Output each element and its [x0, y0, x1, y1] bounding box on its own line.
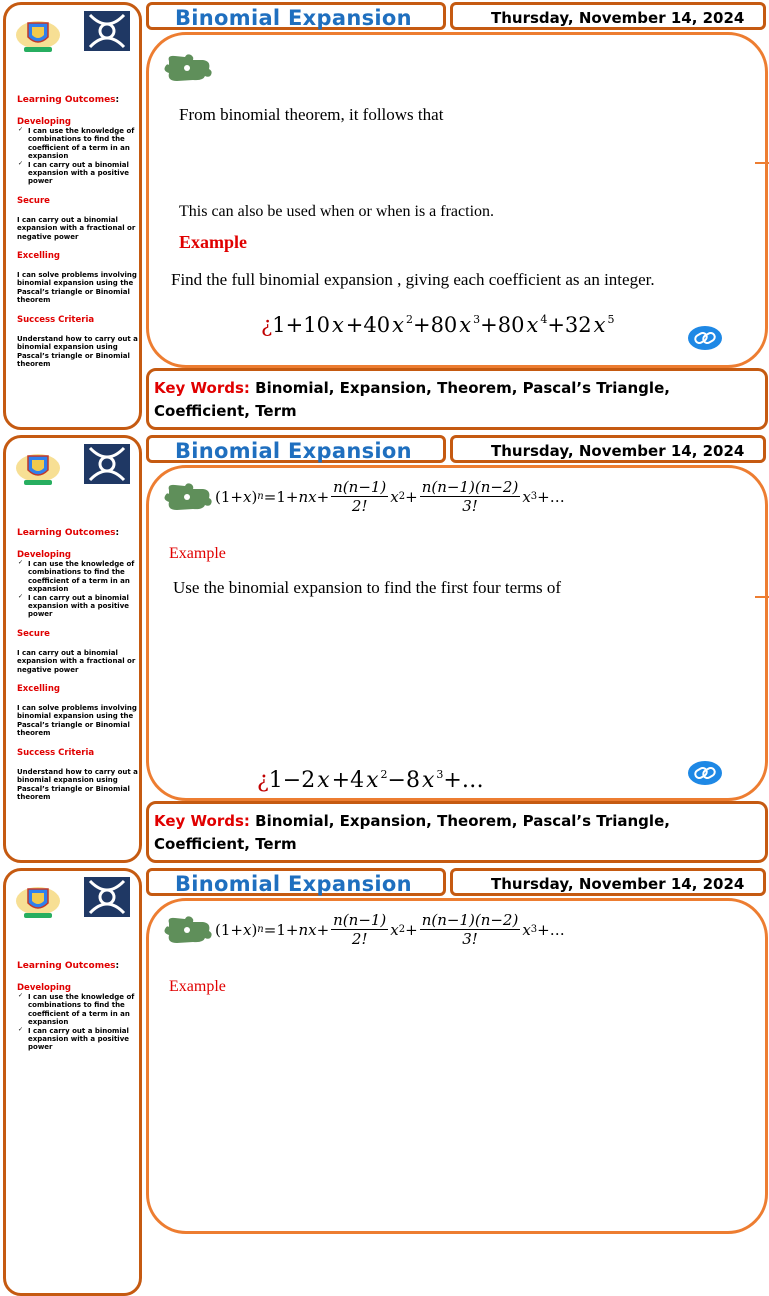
math-variable: x	[317, 768, 330, 793]
developing-item: ✓ I can use the knowledge of combinations to find the coefficient of a term in an expansion	[17, 560, 141, 594]
binomial-formula: (1+ x ) n =1+ nx + $\frac{n(n-1)}{2!}$ x 2 + $\frac{n(n-1)(n-2)}{3!}$ x 3 +…	[215, 478, 565, 515]
learning-sidebar	[3, 868, 142, 1296]
secure-heading: Secure	[17, 195, 50, 206]
page-title: Binomial Expansion	[175, 6, 412, 30]
fraction	[331, 911, 388, 948]
math-variable: x	[366, 768, 379, 793]
math-term: +4	[331, 768, 365, 793]
math-exponent: 4	[540, 313, 548, 326]
math-term: +…	[443, 768, 484, 793]
learning-sidebar	[3, 2, 142, 430]
slide-2	[0, 433, 768, 866]
puzzle-piece-icon	[163, 482, 215, 512]
formula-var: x	[242, 920, 252, 939]
learning-sidebar	[3, 435, 142, 863]
math-variable: x	[421, 768, 435, 793]
school-crest-logo	[14, 13, 62, 57]
inverted-question-mark: ¿	[261, 313, 273, 337]
content-panel	[146, 465, 768, 801]
math-variable: x	[331, 313, 344, 337]
math-exponent: 2	[405, 313, 413, 326]
formula-part: +…	[537, 920, 565, 939]
success-criteria-text: Understand how to carry out a binomial expansion using Pascal’s triangle or Binomial theorem	[17, 767, 138, 801]
math-exponent: 5	[607, 313, 615, 326]
knot-logo	[84, 877, 130, 917]
fraction	[420, 478, 521, 515]
school-crest-logo	[14, 879, 62, 923]
math-variable: x	[526, 313, 539, 337]
learning-outcomes-heading: Learning Outcomes	[17, 528, 116, 538]
formula-part: =1+	[263, 920, 299, 939]
school-crest-logo	[14, 446, 62, 490]
fraction-numerator: n(n−1)(n−2)	[421, 911, 519, 929]
key-words-box	[146, 368, 768, 430]
date-box	[450, 2, 766, 30]
formula-part: +	[316, 487, 330, 506]
learning-outcomes	[17, 528, 141, 801]
formula-exponent: n	[257, 490, 264, 502]
key-words-label: Key Words:	[154, 812, 250, 830]
answer-expansion	[261, 313, 614, 337]
formula-exponent: n	[257, 923, 264, 935]
colon: :	[115, 528, 120, 538]
binomial-formula: (1+ x ) n =1+ nx + $\frac{n(n-1)}{2!}$ x 2 + $\frac{n(n-1)(n-2)}{3!}$ x 3 +…	[215, 911, 565, 948]
answer-terms	[269, 768, 484, 793]
formula-part: +	[316, 920, 330, 939]
intro-text: From binomial theorem, it follows that	[179, 105, 444, 124]
excelling-text: I can solve problems involving binomial expansion using the Pascal’s triangle or Binomial theorem	[17, 271, 137, 305]
slide-1	[0, 0, 768, 433]
math-exponent: 3	[473, 313, 481, 326]
learning-outcomes	[17, 961, 141, 1052]
learning-outcomes-heading: Learning Outcomes	[17, 961, 116, 971]
formula-var: x	[522, 487, 531, 506]
fraction-numerator: n(n−1)	[333, 911, 387, 929]
formula-var: nx	[298, 487, 317, 506]
excelling-text: I can solve problems involving binomial expansion using the Pascal’s triangle or Binomial theorem	[17, 704, 137, 738]
formula-var: x	[242, 487, 252, 506]
fraction-denominator: 3!	[462, 930, 478, 948]
math-term: +80	[412, 313, 458, 337]
secure-text: I can carry out a binomial expansion with a fractional or negative power	[17, 648, 136, 674]
developing-list	[17, 560, 141, 619]
math-term: −8	[387, 768, 420, 793]
page-title: Binomial Expansion	[175, 439, 412, 463]
math-variable: x	[593, 313, 606, 337]
key-words-text: Binomial, Expansion, Theorem, Pascal’s Triangle, Coefficient, Term	[154, 379, 670, 420]
key-words-text: Binomial, Expansion, Theorem, Pascal’s Triangle, Coefficient, Term	[154, 812, 670, 853]
key-words-label: Key Words:	[154, 379, 250, 397]
answer-expansion	[257, 768, 484, 793]
fraction-denominator: 2!	[351, 497, 368, 515]
key-words-box	[146, 801, 768, 863]
formula-var: x	[522, 920, 531, 939]
excelling-heading: Excelling	[17, 684, 60, 695]
secure-text: I can carry out a binomial expansion with a fractional or negative power	[17, 215, 136, 241]
success-criteria-heading: Success Criteria	[17, 314, 95, 325]
formula-part: =1+	[263, 487, 299, 506]
page-title: Binomial Expansion	[175, 872, 412, 896]
link-icon[interactable]	[687, 325, 723, 351]
developing-heading: Developing	[17, 983, 72, 993]
math-term: 1+10	[272, 313, 330, 337]
formula-part: +	[405, 920, 418, 939]
fraction-numerator: n(n−1)(n−2)	[421, 478, 519, 496]
title-box	[146, 2, 446, 30]
lesson-date: Thursday, November 14, 2024	[491, 875, 745, 893]
content-panel	[146, 898, 768, 1234]
title-box	[146, 435, 446, 463]
fraction-note: This can also be used when or when is a fraction.	[179, 203, 495, 220]
developing-item: ✓ I can use the knowledge of combinations to find the coefficient of a term in an expansion	[17, 127, 141, 161]
formula-part: (1+	[215, 487, 243, 506]
success-criteria-heading: Success Criteria	[17, 747, 95, 758]
example-label: Example	[179, 232, 248, 252]
fraction-numerator: n(n−1)	[333, 478, 387, 496]
excelling-heading: Excelling	[17, 251, 60, 262]
example-label: Example	[169, 545, 226, 562]
puzzle-piece-icon	[163, 53, 215, 83]
developing-list	[17, 127, 141, 186]
formula-var: nx	[298, 920, 317, 939]
math-exponent: 3	[436, 768, 444, 781]
colon: :	[115, 961, 120, 971]
formula-part: +	[405, 487, 418, 506]
colon: :	[115, 95, 120, 105]
answer-terms	[272, 313, 614, 337]
fraction	[420, 911, 521, 948]
title-box	[146, 868, 446, 896]
slide-3	[0, 866, 768, 1052]
date-box	[450, 868, 766, 896]
task-text: Use the binomial expansion to find the first four terms of	[173, 578, 562, 597]
content-panel	[146, 32, 768, 368]
example-label: Example	[169, 978, 226, 995]
puzzle-piece-icon	[163, 915, 215, 945]
developing-heading: Developing	[17, 550, 72, 560]
learning-outcomes	[17, 95, 141, 368]
math-exponent: 2	[380, 768, 388, 781]
fraction	[331, 478, 388, 515]
developing-list	[17, 993, 141, 1052]
knot-logo	[84, 444, 130, 484]
fraction-denominator: 3!	[462, 497, 478, 515]
task-text: Find the full binomial expansion , giving each coefficient as an integer.	[171, 270, 655, 289]
formula-var: x	[390, 487, 399, 506]
knot-logo	[84, 11, 130, 51]
developing-heading: Developing	[17, 117, 72, 127]
developing-item: ✓ I can use the knowledge of combinations to find the coefficient of a term in an expansion	[17, 993, 141, 1027]
link-icon[interactable]	[687, 760, 723, 786]
decorative-mark	[755, 596, 769, 598]
lesson-date: Thursday, November 14, 2024	[491, 442, 745, 460]
secure-heading: Secure	[17, 628, 50, 639]
formula-part: (1+	[215, 920, 243, 939]
decorative-mark	[755, 162, 769, 164]
developing-item: ✓ I can carry out a binomial expansion with a positive power	[17, 594, 141, 619]
math-term: 1−2	[268, 768, 316, 793]
success-criteria-text: Understand how to carry out a binomial expansion using Pascal’s triangle or Binomial theorem	[17, 334, 138, 368]
lesson-date: Thursday, November 14, 2024	[491, 9, 745, 27]
formula-part: +…	[537, 487, 565, 506]
developing-item: ✓ I can carry out a binomial expansion with a positive power	[17, 1027, 141, 1052]
date-box	[450, 435, 766, 463]
math-variable: x	[459, 313, 472, 337]
developing-item: ✓ I can carry out a binomial expansion with a positive power	[17, 161, 141, 186]
formula-part: )	[251, 920, 258, 939]
inverted-question-mark: ¿	[257, 768, 269, 793]
formula-part: )	[251, 487, 258, 506]
math-term: +40	[345, 313, 391, 337]
fraction-denominator: 2!	[351, 930, 368, 948]
math-term: +32	[547, 313, 592, 337]
math-variable: x	[392, 313, 404, 337]
learning-outcomes-heading: Learning Outcomes	[17, 95, 116, 105]
formula-var: x	[390, 920, 399, 939]
math-term: +80	[480, 313, 525, 337]
